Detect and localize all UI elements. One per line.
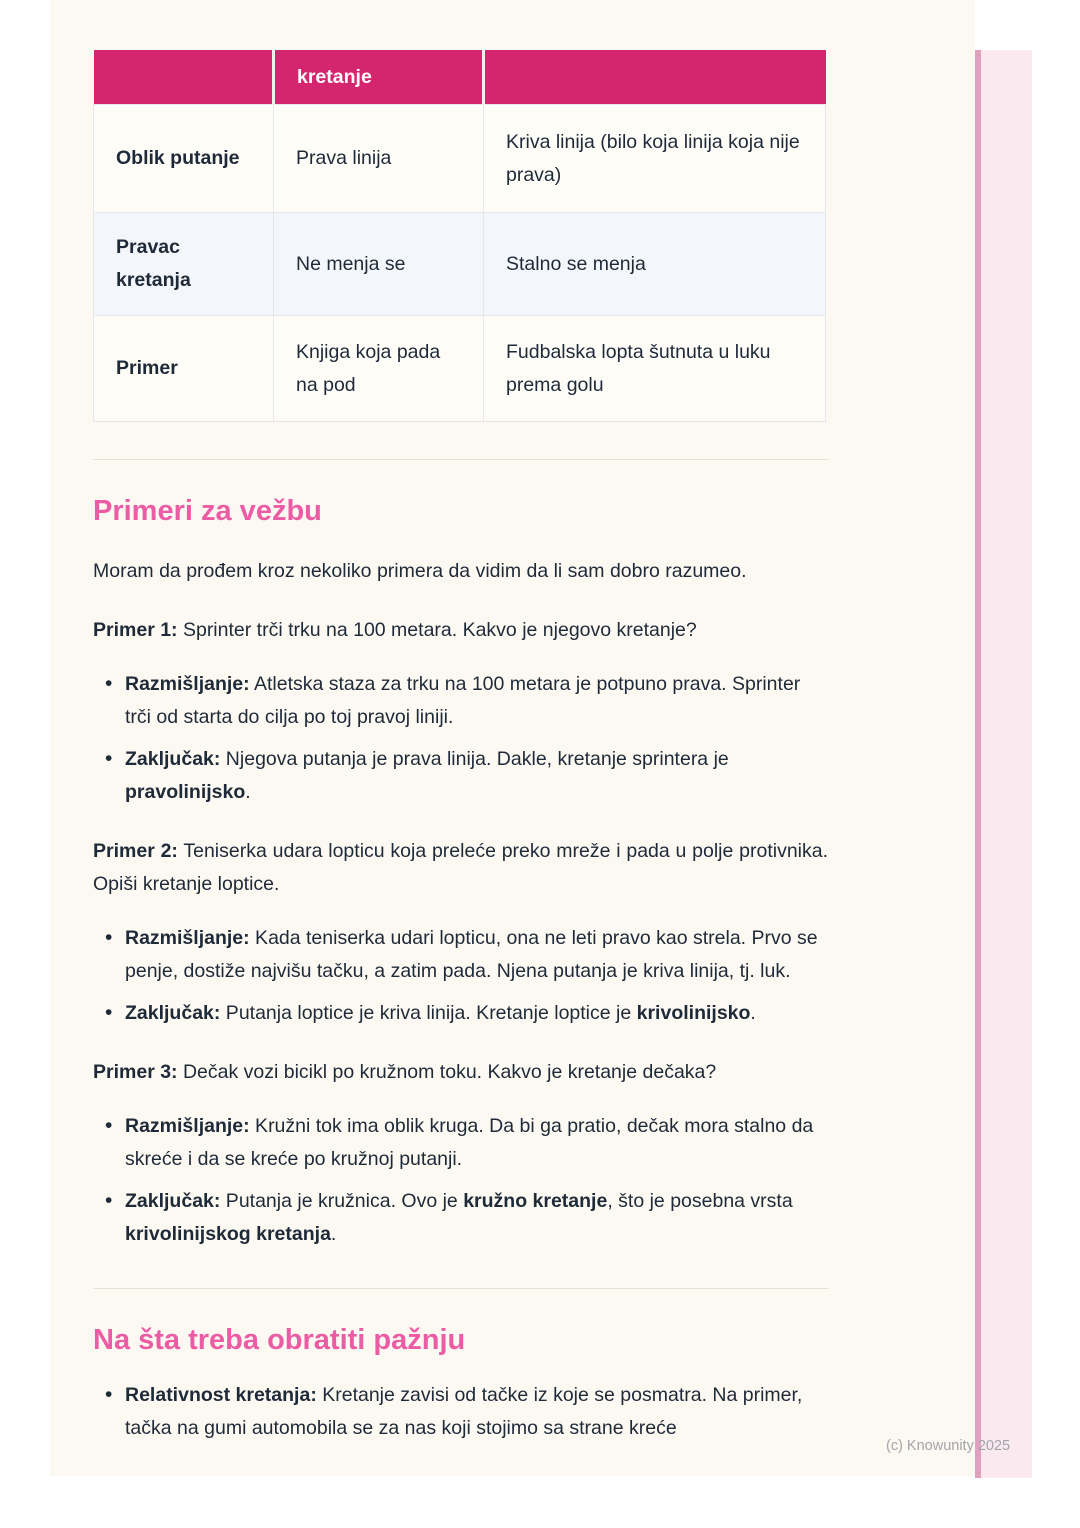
text: .	[245, 781, 251, 803]
text: Teniserka udara lopticu koja preleće preko mreže i pada u polje protivnika. Opiši kretanje loptice.	[93, 840, 829, 895]
bold-text: Primer 3:	[93, 1061, 178, 1083]
bold-text: Razmišljanje:	[125, 927, 250, 949]
table-header-cell	[484, 50, 826, 105]
bullet-list	[93, 668, 828, 809]
text: .	[750, 1002, 756, 1024]
bold-text: krivolinijsko	[636, 1002, 751, 1024]
comparison-table	[93, 50, 826, 422]
bold-text: pravolinijsko	[125, 781, 246, 803]
paragraph	[93, 835, 828, 901]
row-label-cell: Primer	[94, 316, 274, 422]
bullet-item	[93, 1185, 828, 1251]
text: Putanja je kružnica. Ovo je	[220, 1190, 464, 1212]
bullet-item	[93, 997, 828, 1030]
table-body	[94, 105, 826, 422]
text: Kada teniserka udari lopticu, ona ne leti pravo kao strela. Prvo se penje, dostiže najvišu tačku, a zatim pada. Njena putanja je kriva linija, tj. luk.	[125, 927, 818, 982]
bold-text: Primer 1:	[93, 619, 178, 641]
section-divider	[93, 1288, 828, 1289]
paragraph	[93, 1056, 828, 1089]
bullet-list	[93, 922, 828, 1030]
watermark: (c) Knowunity 2025	[886, 1438, 1011, 1454]
bold-text: kružno kretanje	[463, 1190, 608, 1212]
text: Sprinter trči trku na 100 metara. Kakvo je njegovo kretanje?	[177, 619, 697, 641]
bold-text: Primer 2:	[93, 840, 178, 862]
bold-text: Zaključak:	[125, 1190, 221, 1212]
table-cell: Knjiga koja pada na pod	[274, 316, 484, 422]
bullet-item	[93, 668, 828, 734]
table-row	[94, 213, 826, 316]
table-cell: Prava linija	[274, 105, 484, 213]
text: , što je posebna vrsta	[607, 1190, 793, 1212]
right-accent-panel	[981, 50, 1032, 1478]
bullet-item	[93, 743, 828, 809]
text: Atletska staza za trku na 100 metara je potpuno prava. Sprinter trči od starta do cilja po toj pravoj liniji.	[125, 673, 801, 728]
table-cell: Kriva linija (bilo koja linija koja nije prava)	[484, 105, 826, 213]
text: Kretanje zavisi od tačke iz koje se posmatra. Na primer, tačka na gumi automobila se za nas koji stojimo sa strane kreće	[125, 1384, 803, 1439]
row-label-cell: Oblik putanje	[94, 105, 274, 213]
bold-text: Zaključak:	[125, 748, 221, 770]
text: Njegova putanja je prava linija. Dakle, kretanje sprintera je	[220, 748, 729, 770]
bold-text: Razmišljanje:	[125, 673, 250, 695]
bold-text: krivolinijskog kretanja	[125, 1223, 331, 1245]
table-header-cell	[94, 50, 274, 105]
text: Kružni tok ima oblik kruga. Da bi ga pratio, dečak mora stalno da skreće i da se kreće po kružnoj putanji.	[125, 1115, 814, 1170]
row-label-cell: Pravac kretanja	[94, 213, 274, 316]
bold-text: Zaključak:	[125, 1002, 221, 1024]
bullet-list	[93, 1379, 828, 1445]
paragraph	[93, 555, 828, 588]
bullet-list	[93, 1110, 828, 1251]
section-divider	[93, 459, 828, 460]
text: Dečak vozi bicikl po kružnom toku. Kakvo je kretanje dečaka?	[177, 1061, 717, 1083]
table-header-row	[94, 50, 826, 105]
bullet-item	[93, 922, 828, 988]
text: .	[330, 1223, 337, 1245]
section-heading: Na šta treba obratiti pažnju	[93, 1324, 466, 1356]
table-cell: Ne menja se	[274, 213, 484, 316]
table-cell: Fudbalska lopta šutnuta u luku prema golu	[484, 316, 826, 422]
table-row	[94, 316, 826, 422]
text: Putanja loptice je kriva linija. Kretanje loptice je	[220, 1002, 637, 1024]
page-content	[93, 50, 828, 1445]
bold-text: Relativnost kretanja:	[125, 1384, 317, 1406]
table-cell: Stalno se menja	[484, 213, 826, 316]
table-header-cell: kretanje	[274, 50, 484, 105]
table-row	[94, 105, 826, 213]
section-heading: Primeri za vežbu	[93, 495, 322, 527]
bold-text: Razmišljanje:	[125, 1115, 250, 1137]
document-sheet	[50, 0, 975, 1476]
paragraph	[93, 614, 828, 647]
bullet-item	[93, 1379, 828, 1445]
text: Moram da prođem kroz nekoliko primera da vidim da li sam dobro razumeo.	[93, 560, 747, 582]
table-head	[94, 50, 826, 105]
bullet-item	[93, 1110, 828, 1176]
